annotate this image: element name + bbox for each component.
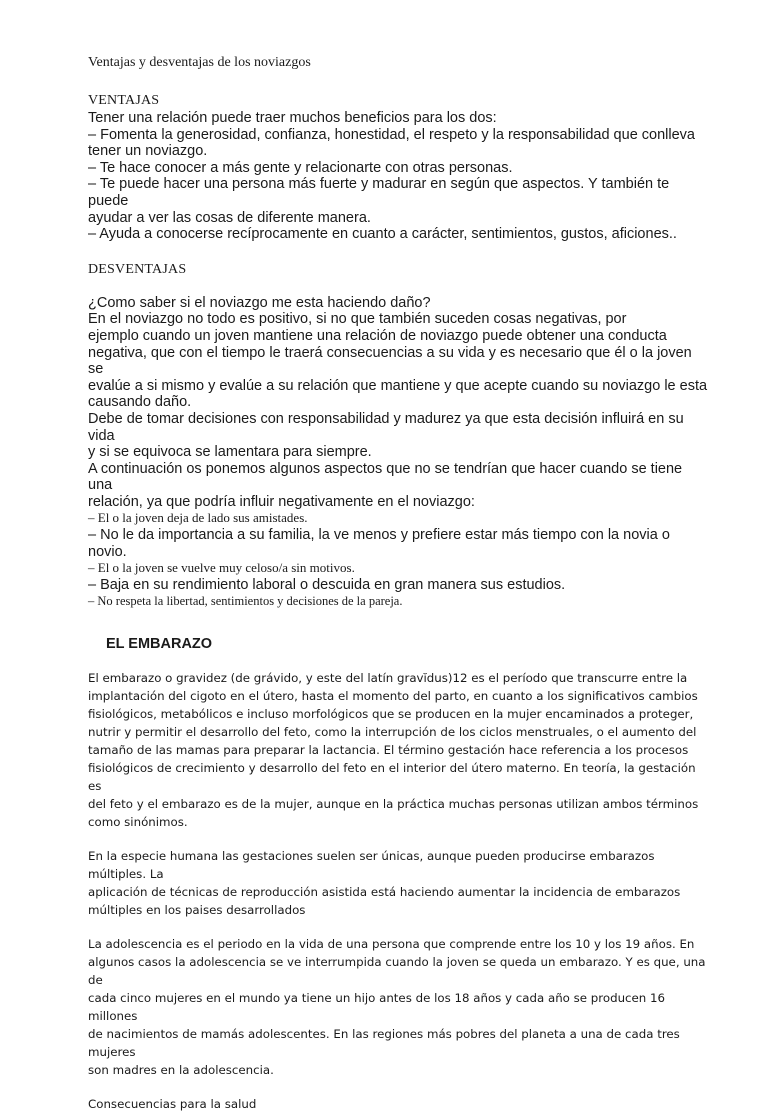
desventaja-bullet: – Baja en su rendimiento laboral o descuida en gran manera sus estudios. <box>88 576 566 593</box>
paragraph-line: de nacimientos de mamás adolescentes. En las regiones más pobres del planeta a una de cada tres mujeres <box>88 1027 680 1060</box>
desventajas-line: negativa, que con el tiempo le traerá consecuencias a su vida y es necesario que él o la joven se <box>88 344 692 378</box>
desventajas-line: ejemplo cuando un joven mantiene una relación de noviazgo puede obtener una conducta <box>88 327 667 344</box>
ventajas-line: – Te hace conocer a más gente y relacionarte con otras personas. <box>88 159 513 176</box>
consecuencias-heading: Consecuencias para la salud <box>88 1097 257 1112</box>
document-page <box>88 54 708 1113</box>
desventaja-bullet: – No respeta la libertad, sentimientos y decisiones de la pareja. <box>88 594 403 609</box>
desventajas-heading: DESVENTAJAS <box>88 261 187 277</box>
embarazo-paragraph-2 <box>88 847 708 919</box>
desventaja-bullet: – El o la joven deja de lado sus amistades. <box>88 510 308 526</box>
ventajas-line: – Ayuda a conocerse recíprocamente en cuanto a carácter, sentimientos, gustos, aficiones.. <box>88 226 677 243</box>
ventajas-heading: VENTAJAS <box>88 93 160 108</box>
desventajas-line: Debe de tomar decisiones con responsabilidad y madurez ya que esta decisión influirá en su vida <box>88 410 684 444</box>
desventajas-line: relación, ya que podría influir negativamente en el noviazgo: <box>88 493 475 510</box>
embarazo-heading: EL EMBARAZO <box>106 636 213 653</box>
paragraph-line: El embarazo o gravidez (de grávido, y este del latín gravĭdus)12 es el período que transcurre entre la <box>88 671 688 686</box>
paragraph-line: nutrir y permitir el desarrollo del feto, como la interrupción de los ciclos menstruales, o el aumento del <box>88 725 697 740</box>
paragraph-line: fisiológicos, metabólicos e incluso morfológicos que se producen en la mujer encaminados a proteger, <box>88 707 694 722</box>
ventajas-line: tener un noviazgo. <box>88 143 208 160</box>
desventajas-line: A continuación os ponemos algunos aspectos que no se tendrían que hacer cuando se tiene una <box>88 460 683 494</box>
embarazo-paragraph-3 <box>88 935 708 1079</box>
desventajas-line: causando daño. <box>88 394 192 411</box>
paragraph-line: implantación del cigoto en el útero, hasta el momento del parto, en cuanto a los significativos cambios <box>88 689 698 704</box>
paragraph-line: tamaño de las mamas para preparar la lactancia. El término gestación hace referencia a los procesos <box>88 743 689 758</box>
desventaja-bullet: – No le da importancia a su familia, la ve menos y prefiere estar más tiempo con la novia o novio. <box>88 527 670 560</box>
paragraph-line: del feto y el embarazo es de la mujer, aunque en la práctica muchas personas utilizan ambos términos <box>88 797 699 812</box>
desventajas-line: evalúe a si mismo y evalúe a su relación que mantiene y que acepte cuando su noviazgo le esta <box>88 377 708 394</box>
paragraph-line: En la especie humana las gestaciones suelen ser únicas, aunque pueden producirse embarazos múltiples. La <box>88 849 655 882</box>
desventajas-line: y si se equivoca se lamentara para siempre. <box>88 444 372 461</box>
desventajas-line: ¿Como saber si el noviazgo me esta haciendo daño? <box>88 294 431 311</box>
desventajas-line: En el noviazgo no todo es positivo, si no que también suceden cosas negativas, por <box>88 311 627 328</box>
paragraph-line: como sinónimos. <box>88 815 188 830</box>
ventajas-line: Tener una relación puede traer muchos beneficios para los dos: <box>88 110 497 126</box>
ventajas-line: ayudar a ver las cosas de diferente manera. <box>88 209 371 226</box>
paragraph-line: algunos casos la adolescencia se ve interrumpida cuando la joven se queda un embarazo. Y es que, una de <box>88 955 706 988</box>
paragraph-line: La adolescencia es el periodo en la vida de una persona que comprende entre los 10 y los 19 años. En <box>88 937 695 952</box>
ventajas-line: – Fomenta la generosidad, confianza, honestidad, el respeto y la responsabilidad que conlleva <box>88 126 695 143</box>
paragraph-line: son madres en la adolescencia. <box>88 1063 274 1078</box>
ventajas-line: – Te puede hacer una persona más fuerte y madurar en según que aspectos. Y también te puede <box>88 176 670 209</box>
paragraph-line: fisiológicos de crecimiento y desarrollo del feto en el interior del útero materno. En teoría, la gestación es <box>88 761 696 794</box>
desventaja-bullet: – El o la joven se vuelve muy celoso/a sin motivos. <box>88 560 355 576</box>
paragraph-line: múltiples en los paises desarrollados <box>88 903 306 918</box>
paragraph-line: aplicación de técnicas de reproducción asistida está haciendo aumentar la incidencia de embarazos <box>88 885 681 900</box>
document-title: Ventajas y desventajas de los noviazgos <box>88 55 311 70</box>
paragraph-line: cada cinco mujeres en el mundo ya tiene un hijo antes de los 18 años y cada año se producen 16 millones <box>88 991 666 1024</box>
embarazo-paragraph-1 <box>88 669 708 831</box>
